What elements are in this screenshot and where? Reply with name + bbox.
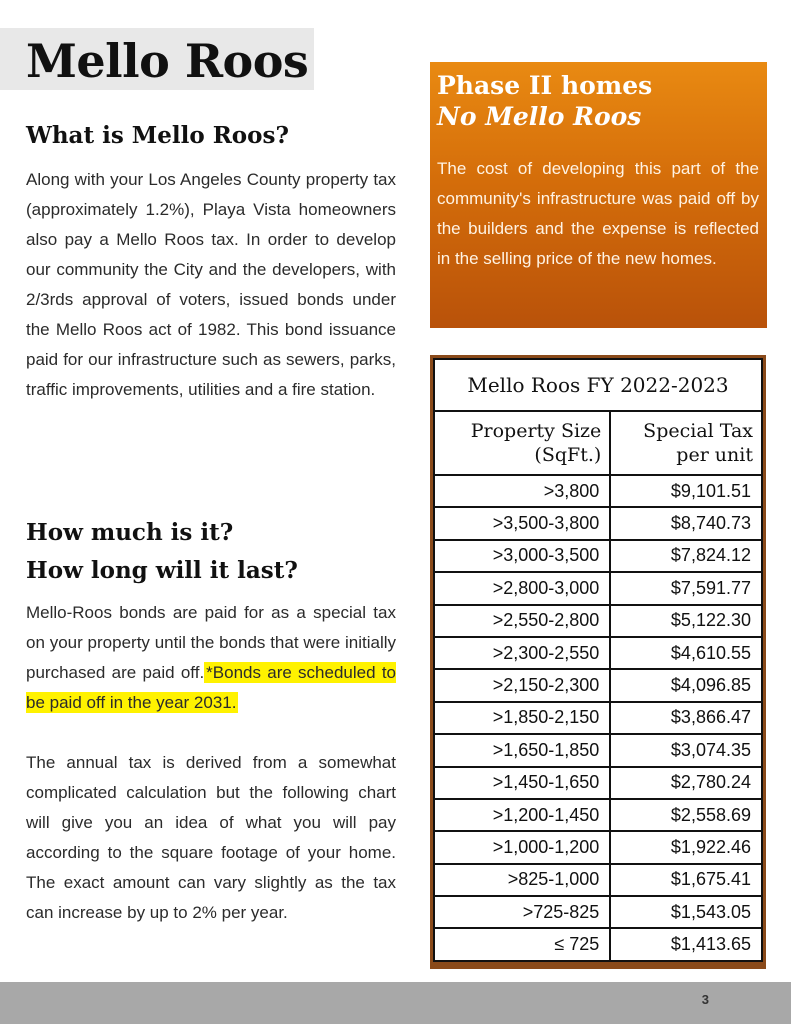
tax-table-frame: [430, 355, 766, 969]
how-heading: [26, 514, 396, 590]
tax-cell: $7,591.77: [610, 572, 762, 604]
size-cell: >2,300-2,550: [434, 637, 610, 669]
column-header-tax-line1: Special Tax: [643, 420, 753, 442]
size-cell: >3,800: [434, 475, 610, 507]
how-heading-line2: How long will it last?: [26, 557, 298, 584]
table-row: [434, 734, 762, 766]
size-cell: ≤ 725: [434, 928, 610, 960]
table-row: [434, 767, 762, 799]
size-cell: >2,550-2,800: [434, 605, 610, 637]
table-caption: Mello Roos FY 2022-2023: [434, 359, 762, 411]
tax-cell: $2,780.24: [610, 767, 762, 799]
phase-body: The cost of developing this part of the community's infrastructure was paid off by the builders and the expense is reflected in the selling price of the new homes.: [437, 159, 759, 268]
tax-cell: $9,101.51: [610, 475, 762, 507]
highlighted-note: *Bonds are scheduled to be paid off in the year 2031.: [26, 663, 396, 712]
tax-cell: $1,543.05: [610, 896, 762, 928]
size-cell: >725-825: [434, 896, 610, 928]
size-cell: >1,850-2,150: [434, 702, 610, 734]
table-row: [434, 669, 762, 701]
how-body: [26, 598, 396, 718]
what-heading: What is Mello Roos?: [26, 122, 289, 149]
table-row: [434, 572, 762, 604]
tax-cell: $2,558.69: [610, 799, 762, 831]
table-row: [434, 896, 762, 928]
page-number: 3: [701, 992, 709, 1007]
how-heading-line1: How much is it?: [26, 519, 234, 546]
table-row: [434, 702, 762, 734]
table-row: [434, 799, 762, 831]
how-body-text: Mello-Roos bonds are paid for as a special tax on your property until the bonds that were initially purchased are paid off.: [26, 603, 396, 682]
how-body-2: The annual tax is derived from a somewhat complicated calculation but the following chart will give you an idea of what you will pay according to the square footage of your home. The exact amount can vary slightly as the tax can increase by up to 2% per year.: [26, 753, 396, 922]
tax-cell: $4,610.55: [610, 637, 762, 669]
size-cell: >2,800-3,000: [434, 572, 610, 604]
size-cell: >825-1,000: [434, 864, 610, 896]
column-header-tax-line2: per unit: [676, 444, 753, 466]
table-row: [434, 637, 762, 669]
size-cell: >1,200-1,450: [434, 799, 610, 831]
column-header-tax: [610, 411, 762, 475]
tax-cell: $4,096.85: [610, 669, 762, 701]
phase-heading: Phase II homes: [437, 71, 653, 100]
table-row: [434, 864, 762, 896]
phase-subheading: No Mello Roos: [437, 102, 642, 131]
column-header-size-line1: Property Size: [470, 420, 602, 442]
tax-cell: $1,413.65: [610, 928, 762, 960]
size-cell: >1,000-1,200: [434, 831, 610, 863]
table-row: [434, 540, 762, 572]
phase-ii-callout: [430, 62, 767, 328]
page-title: Mello Roos: [26, 34, 309, 88]
table-row: [434, 831, 762, 863]
tax-cell: $5,122.30: [610, 605, 762, 637]
table-row: [434, 475, 762, 507]
table-row: [434, 507, 762, 539]
column-header-size: [434, 411, 610, 475]
column-header-size-line2: (SqFt.): [534, 444, 602, 466]
tax-cell: $3,866.47: [610, 702, 762, 734]
tax-cell: $7,824.12: [610, 540, 762, 572]
size-cell: >1,650-1,850: [434, 734, 610, 766]
table-row: [434, 928, 762, 960]
size-cell: >1,450-1,650: [434, 767, 610, 799]
tax-table: [433, 358, 763, 962]
size-cell: >3,000-3,500: [434, 540, 610, 572]
what-body: Along with your Los Angeles County property tax (approximately 1.2%), Playa Vista homeowners also pay a Mello Roos tax. In order to develop our community the City and the developers, with 2/3rds approval of voters, issued bonds under the Mello Roos act of 1982. This bond issuance paid for our infrastructure such as sewers, parks, traffic improvements, utilities and a fire station.: [26, 170, 396, 399]
tax-cell: $3,074.35: [610, 734, 762, 766]
table-row: [434, 605, 762, 637]
tax-cell: $1,922.46: [610, 831, 762, 863]
size-cell: >2,150-2,300: [434, 669, 610, 701]
tax-cell: $8,740.73: [610, 507, 762, 539]
size-cell: >3,500-3,800: [434, 507, 610, 539]
tax-cell: $1,675.41: [610, 864, 762, 896]
page-footer: [0, 982, 791, 1024]
